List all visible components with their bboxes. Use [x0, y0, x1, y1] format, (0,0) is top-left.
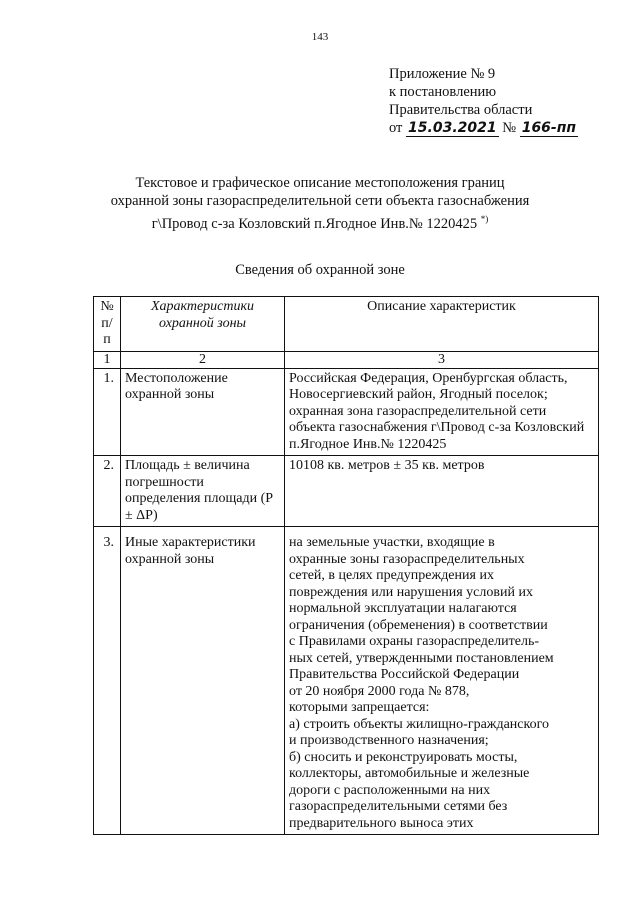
desc-line: нормальной эксплуатации налагаются — [289, 601, 517, 616]
document-title — [0, 174, 640, 233]
title-line-3-text: г\Провод с-за Козловский п.Ягодное Инв.№ 1220425 — [151, 215, 478, 232]
desc-line: которыми запрещается: — [289, 700, 430, 715]
desc-line: предварительного выноса этих — [289, 815, 474, 831]
from-label: от — [389, 120, 403, 136]
desc-line: а) строить объекты жилищно-гражданского — [289, 716, 549, 732]
title-line-2: охранной зоны газораспределительной сети объекта газоснабжения — [110, 193, 530, 209]
row-number: 3. — [94, 527, 121, 835]
desc-line: б) сносить и реконструировать мосты, — [289, 749, 518, 765]
desc-line: охранные зоны газораспределительных — [289, 551, 525, 567]
appendix-line-1: Приложение № 9 — [389, 66, 496, 82]
handwritten-date: 15.03.2021 — [408, 120, 497, 136]
desc-line: Правительства Российской Федерации — [289, 667, 520, 682]
appendix-date-row — [389, 119, 578, 137]
desc-line: сетей, в целях предупреждения их — [289, 568, 494, 583]
col-number-2: 2 — [121, 351, 285, 368]
desc-line: и производственного назначения; — [289, 733, 489, 748]
desc-line: от 20 ноября 2000 года № 878, — [289, 683, 470, 699]
appendix-header — [389, 65, 578, 137]
desc-line: на земельные участки, входящие в — [289, 535, 495, 550]
footnote-mark: *) — [480, 214, 489, 224]
row-number: 1. — [94, 368, 121, 456]
col-number-3: 3 — [285, 351, 599, 368]
table-row — [94, 456, 599, 527]
header-number: № п/п — [94, 297, 121, 352]
table-row — [94, 368, 599, 456]
table-row — [94, 527, 599, 835]
desc-line: ограничения (обременения) в соответствии — [289, 617, 548, 633]
desc-line: дороги с расположенными на них — [289, 782, 491, 798]
row-characteristic: Площадь ± величина погрешности определения площади (P ± ΔP) — [121, 456, 285, 527]
table-header-row — [94, 297, 599, 352]
protection-zone-table — [93, 296, 599, 835]
desc-line: с Правилами охраны газораспределитель- — [289, 634, 539, 649]
number-label: № — [502, 120, 517, 136]
section-subtitle: Сведения об охранной зоне — [235, 262, 405, 278]
row-characteristic: Местоположение охранной зоны — [121, 368, 285, 456]
row-description: Российская Федерация, Оренбургская область, Новосергиевский район, Ягодный поселок; охранная зона газораспределительной сети объекта газоснабжения г\Провод с-за Козловский п.Ягодное Инв.№ 1220425 — [285, 368, 599, 456]
row-characteristic: Иные характеристики охранной зоны — [121, 527, 285, 835]
desc-line: повреждения или нарушения условий их — [289, 584, 533, 600]
desc-line: ных сетей, утвержденными постановлением — [289, 650, 554, 666]
appendix-line-3: Правительства области — [389, 102, 533, 118]
row-description — [285, 527, 599, 835]
desc-line: газораспределительными сетями без — [289, 799, 508, 814]
row-number: 2. — [94, 456, 121, 527]
desc-line: коллекторы, автомобильные и железные — [289, 766, 530, 781]
title-line-3 — [0, 210, 640, 233]
appendix-line-2: к постановлению — [389, 84, 497, 100]
title-line-1: Текстовое и графическое описание местоположения границ — [135, 175, 505, 191]
row-description: 10108 кв. метров ± 35 кв. метров — [285, 456, 599, 527]
header-description: Описание характеристик — [285, 297, 599, 352]
header-characteristics: Характеристики охранной зоны — [121, 297, 285, 352]
page-number: 143 — [311, 31, 329, 43]
col-number-1: 1 — [94, 351, 121, 368]
column-number-row — [94, 351, 599, 368]
handwritten-number: 166-пп — [521, 120, 577, 136]
